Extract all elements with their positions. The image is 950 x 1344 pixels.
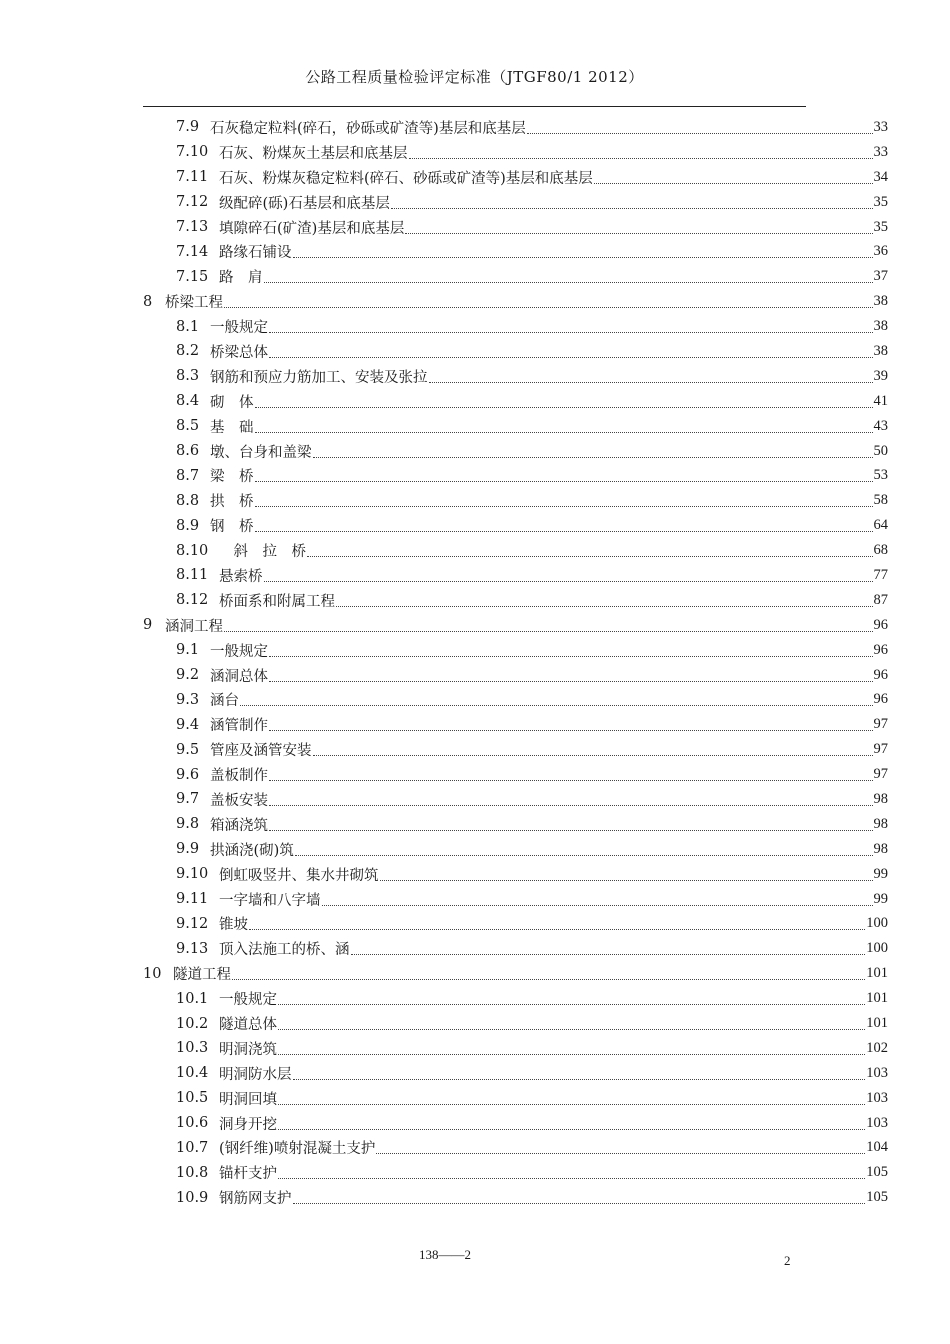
toc-dot-leader: [594, 183, 873, 184]
toc-dot-leader: [380, 880, 873, 881]
toc-entry-title: 斜 拉 桥: [219, 544, 306, 561]
toc-entry-page: 105: [866, 1164, 888, 1181]
toc-entry-number: 8.10: [176, 542, 209, 559]
toc-section-entry[interactable]: [176, 1061, 888, 1086]
toc-section-entry[interactable]: [176, 862, 888, 887]
toc-section-entry[interactable]: [176, 439, 888, 464]
toc-entry-page: 97: [873, 766, 888, 783]
toc-entry-page: 38: [873, 293, 888, 310]
toc-entry-title: 箱涵浇筑: [210, 817, 268, 834]
toc-entry-page: 35: [873, 218, 888, 235]
toc-dot-leader: [269, 656, 873, 657]
toc-entry-number: 8.7: [176, 467, 200, 484]
toc-entry-number: 7.11: [176, 169, 209, 186]
toc-dot-leader: [278, 1054, 865, 1055]
toc-dot-leader: [409, 158, 873, 159]
toc-entry-number: 10.5: [176, 1090, 209, 1107]
toc-entry-page: 103: [866, 1114, 888, 1131]
toc-entry-title: 路 肩: [219, 270, 263, 287]
toc-entry-number: 9.11: [176, 891, 209, 908]
toc-section-entry[interactable]: [176, 737, 888, 762]
toc-dot-leader: [336, 606, 873, 607]
toc-entry-title: 基 础: [210, 419, 254, 436]
toc-entry-page: 39: [873, 367, 888, 384]
toc-entry-page: 58: [873, 492, 888, 509]
toc-section-entry[interactable]: [176, 1160, 888, 1185]
toc-dot-leader: [278, 1178, 865, 1179]
toc-section-entry[interactable]: [176, 488, 888, 513]
footer-page-label: 138——2: [419, 1247, 471, 1262]
toc-entry-title: 钢筋和预应力筋加工、安装及张拉: [210, 369, 428, 386]
toc-entry-title: 管座及涵管安装: [210, 743, 312, 760]
toc-entry-number: 9.6: [176, 766, 200, 783]
toc-entry-number: 9.8: [176, 816, 200, 833]
toc-section-entry[interactable]: [176, 215, 888, 240]
toc-entry-number: 8.1: [176, 318, 200, 335]
toc-entry-title: 钢筋网支护: [219, 1191, 292, 1208]
toc-section-entry[interactable]: [176, 986, 888, 1011]
toc-section-entry[interactable]: [176, 538, 888, 563]
toc-entry-number: 9.9: [176, 841, 200, 858]
toc-dot-leader: [264, 581, 873, 582]
toc-section-entry[interactable]: [176, 115, 888, 140]
toc-entry-number: 8: [143, 293, 153, 310]
toc-section-entry[interactable]: [176, 887, 888, 912]
toc-section-entry[interactable]: [176, 762, 888, 787]
toc-section-entry[interactable]: [176, 140, 888, 165]
toc-entry-number: 10.9: [176, 1189, 209, 1206]
toc-dot-leader: [322, 905, 873, 906]
toc-section-entry[interactable]: [176, 1185, 888, 1210]
toc-dot-leader: [269, 730, 873, 731]
toc-entry-page: 101: [866, 1015, 888, 1031]
toc-entry-title: 明洞回填: [219, 1091, 277, 1108]
toc-section-entry[interactable]: [176, 936, 888, 961]
toc-entry-number: 9.13: [176, 940, 209, 957]
toc-entry-title: 涵洞总体: [210, 668, 268, 685]
toc-chapter-entry[interactable]: [143, 961, 888, 986]
toc-entry-page: 35: [873, 193, 888, 210]
toc-entry-page: 96: [873, 666, 888, 683]
toc-entry-title: 隧道总体: [219, 1017, 277, 1033]
toc-entry-number: 10.3: [176, 1040, 209, 1057]
toc-entry-title: 墩、台身和盖梁: [210, 444, 312, 461]
table-of-contents: [0, 115, 950, 1210]
toc-section-entry[interactable]: [176, 513, 888, 538]
toc-section-entry[interactable]: [176, 787, 888, 812]
toc-dot-leader: [278, 1029, 865, 1030]
toc-entry-title: 洞身开挖: [219, 1116, 277, 1133]
toc-entry-number: 10.1: [176, 990, 209, 1007]
toc-section-entry[interactable]: [176, 687, 888, 712]
toc-section-entry[interactable]: [176, 165, 888, 190]
toc-dot-leader: [249, 929, 865, 930]
toc-dot-leader: [313, 457, 873, 458]
toc-section-entry[interactable]: [176, 339, 888, 364]
toc-entry-page: 99: [873, 890, 888, 907]
toc-dot-leader: [269, 357, 873, 358]
toc-entry-title: (钢纤维)喷射混凝土支护: [219, 1141, 376, 1158]
header-divider: [143, 106, 806, 107]
toc-dot-leader: [255, 531, 873, 532]
toc-entry-number: 9.5: [176, 741, 200, 758]
toc-entry-number: 10.7: [176, 1139, 209, 1156]
toc-dot-leader: [224, 631, 873, 632]
toc-entry-page: 96: [873, 691, 888, 708]
toc-entry-page: 53: [873, 467, 888, 484]
toc-dot-leader: [278, 1129, 865, 1130]
toc-section-entry[interactable]: [176, 812, 888, 837]
toc-entry-title: 桥梁总体: [210, 344, 268, 361]
toc-entry-page: 38: [873, 342, 888, 359]
toc-entry-title: 盖板安装: [210, 792, 268, 809]
toc-entry-page: 103: [866, 1089, 888, 1106]
toc-entry-number: 9.10: [176, 866, 209, 883]
toc-entry-number: 9.3: [176, 691, 200, 708]
toc-dot-leader: [376, 1153, 865, 1154]
toc-entry-title: 钢 桥: [210, 519, 254, 536]
toc-entry-title: 一般规定: [210, 320, 268, 337]
toc-dot-leader: [269, 805, 873, 806]
toc-entry-title: 砌 体: [210, 394, 254, 411]
toc-section-entry[interactable]: [176, 239, 888, 264]
toc-entry-title: 锚杆支护: [219, 1166, 277, 1183]
toc-entry-title: 拱涵浇(砌)筑: [210, 842, 294, 859]
toc-section-entry[interactable]: [176, 1011, 888, 1036]
toc-entry-title: 石灰、粉煤灰土基层和底基层: [219, 145, 408, 162]
toc-entry-number: 8.8: [176, 492, 200, 509]
toc-entry-title: 梁 桥: [210, 469, 254, 486]
toc-dot-leader: [255, 432, 873, 433]
toc-entry-number: 9: [143, 617, 153, 634]
toc-dot-leader: [240, 705, 873, 706]
toc-entry-title: 石灰稳定粒料(碎石，砂砾或矿渣等)基层和底基层: [210, 120, 526, 137]
toc-section-entry[interactable]: [176, 912, 888, 937]
toc-entry-page: 41: [873, 392, 888, 409]
toc-section-entry[interactable]: [176, 190, 888, 215]
toc-entry-page: 100: [866, 940, 888, 957]
toc-entry-page: 98: [873, 790, 888, 807]
toc-dot-leader: [278, 1004, 865, 1005]
toc-entry-page: 68: [873, 542, 888, 559]
toc-dot-leader: [232, 979, 865, 980]
toc-entry-page: 97: [873, 741, 888, 758]
toc-dot-leader: [269, 830, 873, 831]
toc-entry-number: 8.12: [176, 592, 209, 609]
toc-entry-page: 99: [873, 865, 888, 882]
toc-entry-title: 涵台: [210, 693, 239, 710]
toc-entry-title: 倒虹吸竖井、集水井砌筑: [219, 867, 379, 884]
toc-dot-leader: [295, 855, 873, 856]
toc-section-entry[interactable]: [176, 1036, 888, 1061]
toc-dot-leader: [293, 257, 873, 258]
toc-entry-number: 10: [143, 965, 162, 982]
toc-section-entry[interactable]: [176, 712, 888, 737]
toc-entry-title: 一般规定: [210, 643, 268, 660]
toc-entry-title: 一字墙和八字墙: [219, 892, 321, 909]
toc-entry-page: 104: [866, 1139, 888, 1156]
toc-entry-title: 锥坡: [219, 917, 248, 934]
toc-entry-number: 8.2: [176, 343, 200, 360]
toc-section-entry[interactable]: [176, 364, 888, 389]
toc-entry-title: 级配碎(砾)石基层和底基层: [219, 195, 390, 212]
toc-entry-page: 102: [866, 1039, 888, 1056]
toc-entry-title: 填隙碎石(矿渣)基层和底基层: [219, 220, 405, 237]
toc-dot-leader: [269, 332, 873, 333]
toc-entry-page: 96: [873, 616, 888, 633]
toc-entry-title: 路缘石铺设: [219, 245, 292, 262]
toc-entry-page: 100: [866, 915, 888, 932]
toc-entry-number: 8.4: [176, 393, 200, 410]
toc-section-entry[interactable]: [176, 663, 888, 688]
toc-entry-title: 拱 桥: [210, 494, 254, 511]
toc-dot-leader: [429, 382, 873, 383]
toc-entry-number: 7.12: [176, 194, 209, 211]
toc-entry-number: 8.6: [176, 443, 200, 460]
toc-section-entry[interactable]: [176, 588, 888, 613]
toc-dot-leader: [269, 681, 873, 682]
toc-entry-page: 50: [873, 442, 888, 459]
toc-dot-leader: [255, 481, 873, 482]
toc-entry-page: 101: [866, 990, 888, 1007]
toc-entry-number: 10.6: [176, 1115, 209, 1132]
toc-dot-leader: [307, 556, 873, 557]
toc-dot-leader: [313, 755, 873, 756]
toc-entry-page: 98: [873, 815, 888, 832]
toc-chapter-entry[interactable]: [143, 289, 888, 314]
toc-section-entry[interactable]: [176, 1111, 888, 1136]
toc-entry-title: 明洞浇筑: [219, 1041, 277, 1058]
toc-entry-page: 98: [873, 840, 888, 857]
toc-entry-title: 涵管制作: [210, 718, 268, 735]
toc-entry-page: 103: [866, 1064, 888, 1081]
page-number: 2: [784, 1253, 791, 1268]
toc-entry-page: 64: [873, 517, 888, 534]
toc-entry-title: 石灰、粉煤灰稳定粒料(碎石、砂砾或矿渣等)基层和底基层: [219, 170, 593, 187]
toc-dot-leader: [293, 1079, 866, 1080]
toc-entry-number: 9.2: [176, 667, 200, 684]
toc-section-entry[interactable]: [176, 563, 888, 588]
toc-entry-number: 8.11: [176, 567, 209, 584]
toc-entry-number: 9.1: [176, 642, 200, 659]
toc-entry-page: 37: [873, 268, 888, 285]
toc-entry-page: 34: [873, 168, 888, 185]
toc-entry-page: 43: [873, 417, 888, 434]
toc-entry-page: 105: [866, 1189, 888, 1206]
toc-section-entry[interactable]: [176, 264, 888, 289]
toc-entry-title: 桥梁工程: [165, 295, 223, 312]
toc-section-entry[interactable]: [176, 463, 888, 488]
toc-entry-number: 10.2: [176, 1015, 209, 1032]
toc-entry-page: 96: [873, 641, 888, 658]
toc-section-entry[interactable]: [176, 1086, 888, 1111]
toc-entry-title: 顶入法施工的桥、涵: [219, 942, 350, 959]
toc-entry-title: 桥面系和附属工程: [219, 593, 335, 610]
toc-entry-title: 悬索桥: [219, 568, 263, 585]
toc-entry-number: 7.10: [176, 144, 209, 161]
toc-entry-title: 隧道工程: [173, 967, 231, 984]
toc-entry-page: 97: [873, 716, 888, 733]
toc-entry-page: 101: [866, 965, 888, 982]
toc-entry-page: 33: [873, 118, 888, 135]
toc-entry-page: 36: [873, 243, 888, 260]
toc-entry-number: 9.7: [176, 791, 200, 808]
toc-entry-page: 77: [873, 566, 888, 583]
toc-entry-title: 明洞防水层: [219, 1066, 292, 1083]
toc-entry-title: 盖板制作: [210, 768, 268, 785]
toc-dot-leader: [255, 506, 873, 507]
toc-section-entry[interactable]: [176, 389, 888, 414]
toc-dot-leader: [351, 954, 866, 955]
toc-dot-leader: [224, 307, 873, 308]
toc-dot-leader: [293, 1203, 866, 1204]
toc-entry-number: 7.13: [176, 219, 209, 235]
toc-entry-number: 8.9: [176, 517, 200, 534]
toc-entry-number: 9.4: [176, 716, 200, 733]
toc-dot-leader: [391, 208, 873, 209]
toc-section-entry[interactable]: [176, 414, 888, 439]
toc-entry-number: 7.14: [176, 243, 209, 260]
toc-entry-title: 涵洞工程: [165, 618, 223, 635]
toc-section-entry[interactable]: [176, 314, 888, 339]
toc-chapter-entry[interactable]: [143, 613, 888, 638]
toc-entry-title: 一般规定: [219, 992, 277, 1009]
toc-entry-number: 8.3: [176, 368, 200, 385]
toc-entry-number: 7.15: [176, 268, 209, 285]
toc-entry-number: 9.12: [176, 915, 209, 932]
toc-section-entry[interactable]: [176, 837, 888, 862]
toc-entry-number: 7.9: [176, 119, 200, 136]
toc-entry-number: 8.5: [176, 418, 200, 435]
toc-entry-number: 10.4: [176, 1065, 209, 1082]
toc-section-entry[interactable]: [176, 638, 888, 663]
toc-entry-page: 87: [873, 591, 888, 608]
toc-dot-leader: [255, 407, 873, 408]
toc-dot-leader: [264, 282, 873, 283]
toc-section-entry[interactable]: [176, 1136, 888, 1161]
toc-dot-leader: [527, 133, 873, 134]
toc-entry-number: 10.8: [176, 1164, 209, 1181]
toc-dot-leader: [278, 1104, 865, 1105]
toc-dot-leader: [405, 233, 872, 234]
toc-dot-leader: [269, 780, 873, 781]
toc-entry-page: 33: [873, 143, 888, 160]
page-header-title: 公路工程质量检验评定标准（JTGF80/1 2012）: [305, 68, 644, 86]
toc-entry-page: 38: [873, 318, 888, 335]
